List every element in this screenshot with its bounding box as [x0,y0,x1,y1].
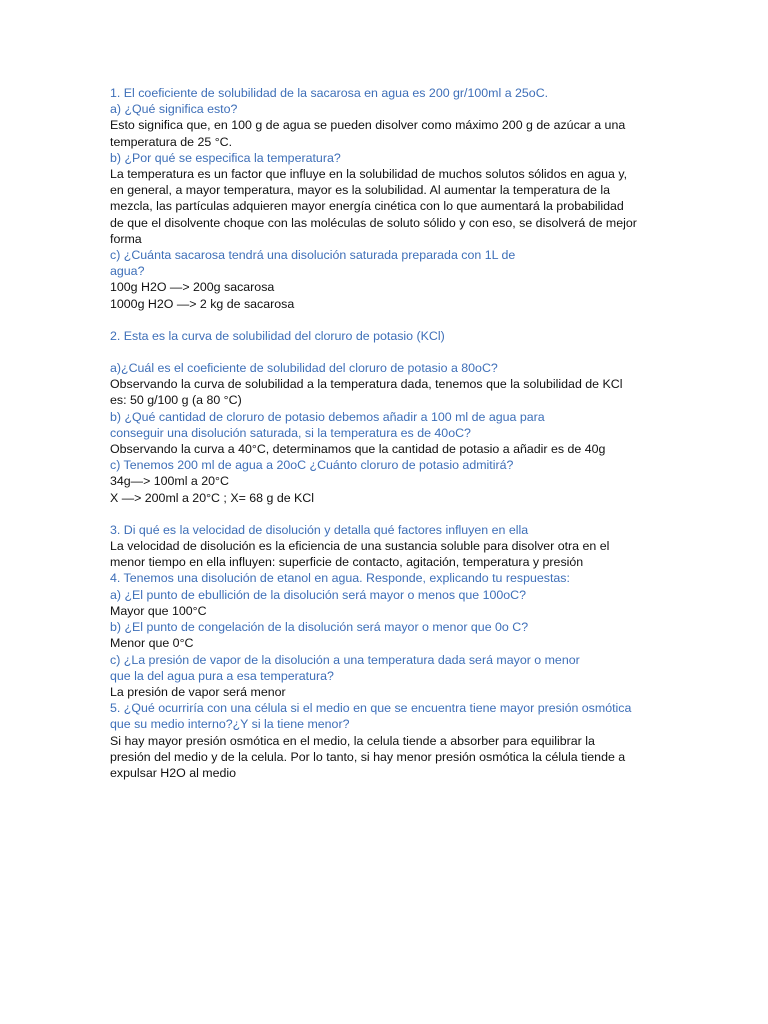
answer-line: La velocidad de disolución es la eficiencia de una sustancia soluble para disolver otra en el [110,539,610,554]
question-line: 1. El coeficiente de solubilidad de la sacarosa en agua es 200 gr/100ml a 25oC. [110,86,549,100]
answer-line: Observando la curva de solubilidad a la temperatura dada, tenemos que la solubilidad de KCl [110,377,623,392]
paragraph-gap [110,506,670,522]
question-line: 4. Tenemos una disolución de etanol en agua. Responde, explicando tu respuestas: [110,571,570,586]
question-line: c) ¿Cuánta sacarosa tendrá una disolución saturada preparada con 1L de [110,248,516,263]
question-line: a)¿Cuál es el coeficiente de solubilidad del cloruro de potasio a 80oC? [110,361,498,376]
answer-line: es: 50 g/100 g (a 80 °C) [110,393,242,408]
answer-line: mezcla, las partículas adquieren mayor energía cinética con lo que aumentará la probabilidad [110,199,624,214]
document-page [110,85,670,781]
question-line: 2. Esta es la curva de solubilidad del cloruro de potasio (KCl) [110,328,445,343]
question-line: c) ¿La presión de vapor de la disolución a una temperatura dada será mayor o menor [110,652,580,667]
answer-line: Mayor que 100°C [110,603,207,618]
answer-line: expulsar H2O al medio [110,765,237,780]
question-line: agua? [110,264,145,279]
paragraph-gap [110,344,670,360]
answer-line: en general, a mayor temperatura, mayor es la solubilidad. Al aumentar la temperatura de la [110,183,611,198]
question-line: a) ¿Qué significa esto? [110,102,238,117]
answer-line: temperatura de 25 °C. [110,134,233,149]
answer-line: Esto significa que, en 100 g de agua se pueden disolver como máximo 200 g de azúcar a una [110,118,626,133]
answer-line: 100g H2O —> 200g sacarosa [110,280,275,295]
answer-line: menor tiempo en ella influyen: superficie de contacto, agitación, temperatura y presión [110,555,584,570]
question-line: 5. ¿Qué ocurriría con una célula si el medio en que se encuentra tiene mayor presión osmótica [110,701,632,716]
question-line: c) Tenemos 200 ml de agua a 20oC ¿Cuánto cloruro de potasio admitirá? [110,458,514,473]
answer-line: 1000g H2O —> 2 kg de sacarosa [110,296,295,311]
question-line: conseguir una disolución saturada, si la temperatura es de 40oC? [110,425,471,440]
answer-line: forma [110,231,142,246]
answer-line: La presión de vapor será menor [110,684,286,699]
answer-line: La temperatura es un factor que influye en la solubilidad de muchos solutos sólidos en agua y, [110,167,628,182]
question-line: b) ¿Por qué se especifica la temperatura? [110,150,341,165]
answer-line: Observando la curva a 40°C, determinamos que la cantidad de potasio a añadir es de 40g [110,442,606,457]
answer-line: presión del medio y de la celula. Por lo tanto, si hay menor presión osmótica la célula tiende a [110,749,626,764]
question-line: 3. Di qué es la velocidad de disolución y detalla qué factores influyen en ella [110,522,529,537]
question-line: que su medio interno?¿Y si la tiene menor? [110,717,350,732]
answer-line: Menor que 0°C [110,636,194,651]
answer-line: 34g—> 100ml a 20°C [110,474,229,489]
answer-line: Si hay mayor presión osmótica en el medio, la celula tiende a absorber para equilibrar la [110,733,595,748]
question-line: b) ¿El punto de congelación de la disolución será mayor o menor que 0o C? [110,620,529,635]
answer-line: X —> 200ml a 20°C ; X= 68 g de KCl [110,490,315,505]
question-line: b) ¿Qué cantidad de cloruro de potasio debemos añadir a 100 ml de agua para [110,409,545,424]
question-line: que la del agua pura a esa temperatura? [110,668,334,683]
question-line: a) ¿El punto de ebullición de la disolución será mayor o menos que 100oC? [110,587,527,602]
paragraph-gap [110,312,670,328]
answer-line: de que el disolvente choque con las moléculas de soluto sólido y con eso, se disolverá de mejor [110,215,637,230]
